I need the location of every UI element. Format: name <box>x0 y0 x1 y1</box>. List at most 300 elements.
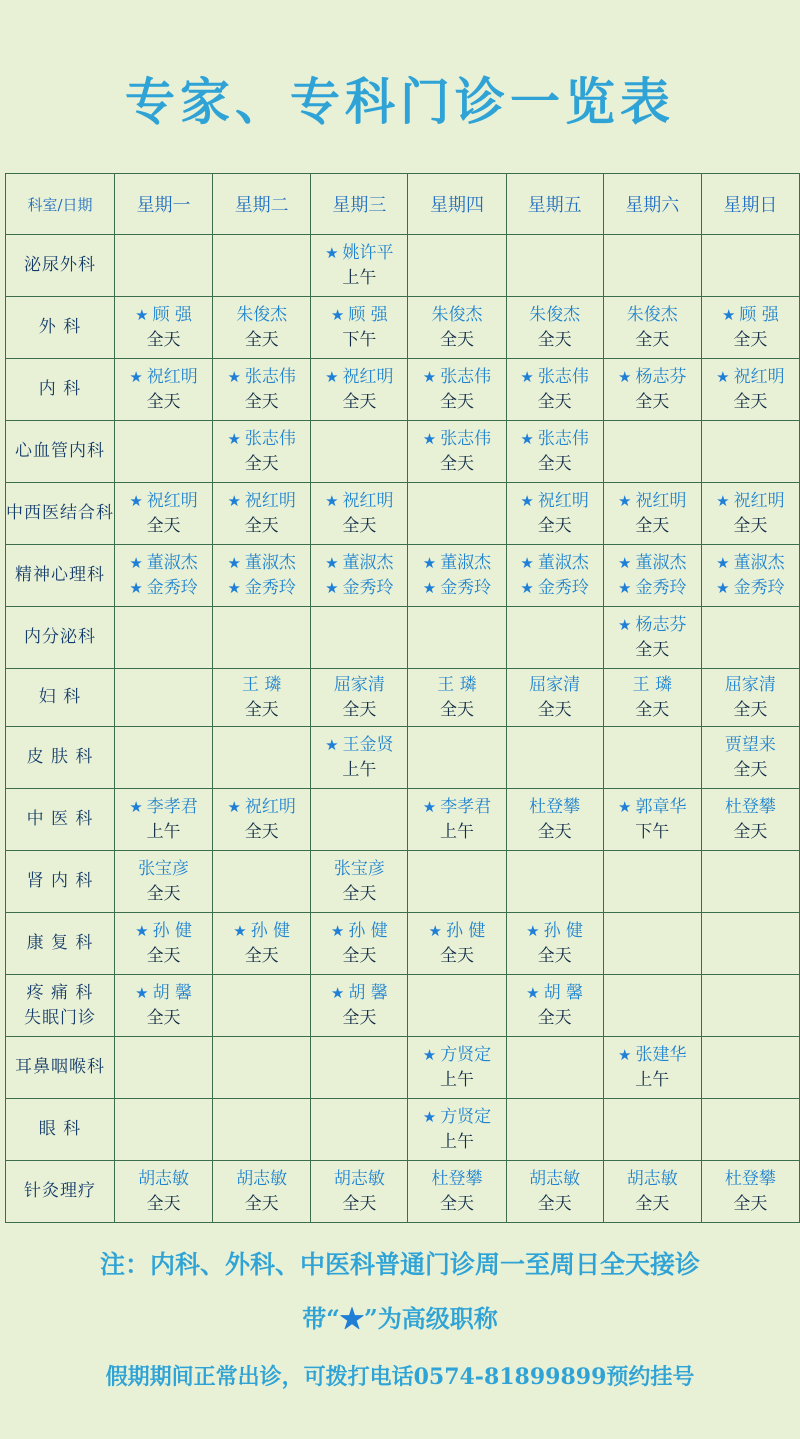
clinic-time: 全天 <box>733 391 768 412</box>
doctor-name: 孙 健 <box>152 920 192 941</box>
schedule-cell <box>603 297 701 359</box>
schedule-cell <box>311 421 408 483</box>
schedule-cell <box>311 1037 408 1099</box>
senior-title-star-icon: ★ <box>422 578 437 597</box>
clinic-time: 全天 <box>537 391 572 412</box>
day-header: 星期五 <box>506 174 603 235</box>
schedule-cell <box>311 669 408 727</box>
schedule-cell <box>115 727 213 789</box>
doctor-name-line <box>311 303 407 328</box>
clinic-time: 全天 <box>342 515 377 536</box>
clinic-time: 全天 <box>537 329 572 350</box>
clinic-time: 上午 <box>439 1131 474 1152</box>
doctor-name: 方贤定 <box>440 1106 492 1127</box>
schedule-cell <box>213 789 311 851</box>
doctor-name-line <box>702 733 799 758</box>
department-label: 泌尿外科 <box>24 255 96 275</box>
doctor-name: 董淑杰 <box>244 552 296 573</box>
senior-title-star-icon: ★ <box>227 429 241 448</box>
schedule-cell <box>603 1037 701 1099</box>
doctor-name: 朱俊杰 <box>431 304 483 325</box>
schedule-cell <box>115 607 213 669</box>
doctor-name-line <box>213 427 310 452</box>
schedule-cell <box>701 789 799 851</box>
doctor-name: 张志伟 <box>244 428 296 449</box>
schedule-row <box>6 913 800 975</box>
doctor-name-line <box>507 365 603 390</box>
schedule-cell <box>701 359 799 421</box>
doctor-name-line <box>702 365 799 390</box>
doctor-name: 顾 强 <box>152 304 192 325</box>
schedule-row <box>6 1099 800 1161</box>
doctor-name: 祝红明 <box>635 490 687 511</box>
doctor-name-line <box>115 365 212 390</box>
doctor-name: 胡志敏 <box>529 1168 581 1189</box>
schedule-cell <box>603 1099 701 1161</box>
doctor-name: 董淑杰 <box>440 552 492 573</box>
doctor-name-line <box>311 733 407 758</box>
department-name <box>6 727 115 789</box>
department-name <box>6 483 115 545</box>
doctor-name-line <box>702 576 799 601</box>
department-name <box>6 235 115 297</box>
clinic-time: 全天 <box>733 515 768 536</box>
senior-title-star-icon: ★ <box>618 797 632 816</box>
senior-title-star-icon: ★ <box>227 367 241 386</box>
header-row <box>6 174 800 235</box>
senior-title-star-icon: ★ <box>135 305 149 324</box>
note-star-legend <box>0 1299 800 1334</box>
clinic-time: 下午 <box>635 821 670 842</box>
department-label: 中西医结合科 <box>6 503 114 523</box>
doctor-name: 朱俊杰 <box>626 304 678 325</box>
note-star-prefix: 带“ <box>302 1304 340 1333</box>
clinic-time: 下午 <box>342 329 377 350</box>
senior-title-star-icon: ★ <box>422 1045 437 1064</box>
senior-title-star-icon: ★ <box>422 553 437 572</box>
schedule-cell <box>115 235 213 297</box>
schedule-cell <box>115 359 213 421</box>
senior-title-star-icon: ★ <box>618 491 632 510</box>
clinic-time: 全天 <box>244 515 279 536</box>
department-name <box>6 669 115 727</box>
senior-title-star-icon: ★ <box>233 921 247 940</box>
clinic-time: 全天 <box>146 945 181 966</box>
senior-title-star-icon: ★ <box>325 553 339 572</box>
clinic-time: 全天 <box>537 821 572 842</box>
clinic-time: 全天 <box>244 821 279 842</box>
doctor-name-line <box>311 576 407 601</box>
doctor-name-line <box>213 489 310 514</box>
schedule-cell <box>213 483 311 545</box>
clinic-time: 全天 <box>342 1193 377 1214</box>
clinic-time: 全天 <box>244 699 279 720</box>
senior-title-star-icon: ★ <box>716 578 730 597</box>
doctor-name: 贾望来 <box>724 734 776 755</box>
clinic-time: 全天 <box>342 883 377 904</box>
doctor-name-line <box>507 489 603 514</box>
schedule-cell <box>506 975 603 1037</box>
department-name <box>6 1037 115 1099</box>
doctor-name: 董淑杰 <box>635 552 687 573</box>
schedule-cell <box>701 421 799 483</box>
schedule-cell <box>311 297 408 359</box>
senior-title-star-icon: ★ <box>618 578 632 597</box>
schedule-cell <box>213 297 311 359</box>
schedule-cell <box>213 1161 311 1223</box>
schedule-row <box>6 669 800 727</box>
department-name <box>6 607 115 669</box>
doctor-name-line <box>115 303 212 328</box>
senior-title-star-icon: ★ <box>618 367 632 386</box>
schedule-cell <box>506 851 603 913</box>
senior-title-star-icon: ★ <box>428 921 442 940</box>
senior-title-star-icon: ★ <box>129 797 143 816</box>
doctor-name-line <box>213 1167 310 1192</box>
schedule-cell <box>506 1099 603 1161</box>
schedule-cell <box>408 789 506 851</box>
doctor-name: 胡志敏 <box>138 1168 190 1189</box>
schedule-cell <box>311 359 408 421</box>
schedule-cell <box>603 851 701 913</box>
doctor-name: 朱俊杰 <box>236 304 288 325</box>
schedule-cell <box>311 913 408 975</box>
clinic-time: 全天 <box>146 1193 181 1214</box>
doctor-name-line <box>115 857 212 882</box>
schedule-cell <box>506 607 603 669</box>
doctor-name-line <box>408 1043 505 1068</box>
senior-title-star-icon: ★ <box>129 491 143 510</box>
schedule-row <box>6 545 800 607</box>
doctor-name-line <box>115 1167 212 1192</box>
day-header: 星期日 <box>701 174 799 235</box>
department-name <box>6 789 115 851</box>
schedule-cell <box>701 607 799 669</box>
doctor-name: 顾 强 <box>348 304 388 325</box>
doctor-name-line <box>408 576 505 601</box>
doctor-name-line <box>408 551 505 576</box>
doctor-name: 杜登攀 <box>431 1168 483 1189</box>
doctor-name: 郭章华 <box>635 796 687 817</box>
clinic-time: 全天 <box>439 453 474 474</box>
doctor-name-line <box>311 981 407 1006</box>
schedule-cell <box>603 483 701 545</box>
schedule-cell <box>506 235 603 297</box>
schedule-cell <box>603 913 701 975</box>
doctor-name-line <box>604 795 701 820</box>
schedule-row <box>6 359 800 421</box>
doctor-name-line <box>311 365 407 390</box>
clinic-time: 上午 <box>635 1069 670 1090</box>
senior-title-star-icon: ★ <box>325 367 339 386</box>
schedule-row <box>6 975 800 1037</box>
doctor-name-line <box>507 795 603 820</box>
schedule-cell <box>701 913 799 975</box>
schedule-cell <box>311 727 408 789</box>
doctor-name: 董淑杰 <box>733 552 785 573</box>
doctor-name-line <box>507 551 603 576</box>
schedule-cell <box>311 1161 408 1223</box>
schedule-cell <box>506 669 603 727</box>
schedule-cell <box>408 975 506 1037</box>
clinic-time: 全天 <box>537 453 572 474</box>
clinic-time: 上午 <box>342 759 377 780</box>
senior-title-star-icon: ★ <box>135 983 149 1002</box>
doctor-name-line <box>604 673 701 698</box>
star-icon: ★ <box>340 1304 364 1333</box>
schedule-cell <box>213 421 311 483</box>
schedule-cell <box>701 1099 799 1161</box>
doctor-name-line <box>408 795 505 820</box>
senior-title-star-icon: ★ <box>227 578 241 597</box>
doctor-name: 屈家清 <box>333 674 385 695</box>
senior-title-star-icon: ★ <box>129 578 143 597</box>
schedule-row <box>6 607 800 669</box>
senior-title-star-icon: ★ <box>422 367 437 386</box>
note-general-clinic: 注：内科、外科、中医科普通门诊周一至周日全天接诊 <box>99 1250 700 1279</box>
senior-title-star-icon: ★ <box>325 491 339 510</box>
doctor-name-line <box>115 919 212 944</box>
senior-title-star-icon: ★ <box>520 367 534 386</box>
schedule-cell <box>311 483 408 545</box>
schedule-cell <box>408 607 506 669</box>
schedule-row <box>6 1161 800 1223</box>
doctor-name: 顾 强 <box>739 304 779 325</box>
doctor-name: 祝红明 <box>244 796 296 817</box>
doctor-name: 胡志敏 <box>333 1168 385 1189</box>
department-label: 心血管内科 <box>15 441 105 461</box>
schedule-cell <box>408 1161 506 1223</box>
schedule-cell <box>115 1037 213 1099</box>
schedule-cell <box>115 1099 213 1161</box>
clinic-time: 全天 <box>537 1007 572 1028</box>
senior-title-star-icon: ★ <box>422 1107 437 1126</box>
clinic-time: 全天 <box>439 391 474 412</box>
doctor-name-line <box>507 303 603 328</box>
schedule-cell <box>213 1099 311 1161</box>
schedule-cell <box>115 297 213 359</box>
senior-title-star-icon: ★ <box>325 243 339 262</box>
doctor-name-line <box>408 1105 505 1130</box>
doctor-name: 金秀玲 <box>342 577 394 598</box>
clinic-time: 全天 <box>537 945 572 966</box>
doctor-name-line <box>213 551 310 576</box>
clinic-time: 上午 <box>439 821 474 842</box>
clinic-time: 全天 <box>244 391 279 412</box>
clinic-time: 全天 <box>439 699 474 720</box>
clinic-time: 全天 <box>342 945 377 966</box>
corner-header: 科室/日期 <box>6 174 115 235</box>
doctor-name: 董淑杰 <box>537 552 589 573</box>
schedule-cell <box>408 297 506 359</box>
doctor-name: 李孝君 <box>146 796 198 817</box>
doctor-name-line <box>702 673 799 698</box>
schedule-cell <box>603 1161 701 1223</box>
doctor-name-line <box>213 673 310 698</box>
senior-title-star-icon: ★ <box>716 367 730 386</box>
senior-title-star-icon: ★ <box>325 735 339 754</box>
schedule-cell <box>701 545 799 607</box>
schedule-cell <box>115 789 213 851</box>
schedule-cell <box>603 789 701 851</box>
doctor-name: 王 璘 <box>241 674 282 695</box>
schedule-cell <box>115 669 213 727</box>
clinic-time: 全天 <box>733 329 768 350</box>
clinic-time: 全天 <box>537 699 572 720</box>
doctor-name: 金秀玲 <box>244 577 296 598</box>
schedule-cell <box>506 1037 603 1099</box>
doctor-name-line <box>604 1043 701 1068</box>
doctor-name-line <box>115 489 212 514</box>
doctor-name-line <box>311 857 407 882</box>
clinic-time: 全天 <box>439 1193 474 1214</box>
schedule-cell <box>506 913 603 975</box>
schedule-cell <box>506 789 603 851</box>
clinic-time: 全天 <box>146 329 181 350</box>
doctor-name-line <box>408 1167 505 1192</box>
doctor-name-line <box>408 673 505 698</box>
doctor-name: 胡 馨 <box>543 982 584 1003</box>
schedule-cell <box>506 545 603 607</box>
doctor-name-line <box>702 795 799 820</box>
schedule-cell <box>311 789 408 851</box>
schedule-cell <box>408 235 506 297</box>
doctor-name: 祝红明 <box>733 366 785 387</box>
doctor-name: 孙 健 <box>445 920 486 941</box>
day-header: 星期一 <box>115 174 213 235</box>
clinic-time: 全天 <box>244 329 279 350</box>
doctor-name-line <box>311 551 407 576</box>
doctor-name-line <box>213 795 310 820</box>
senior-title-star-icon: ★ <box>422 429 437 448</box>
schedule-cell <box>115 913 213 975</box>
day-header: 星期三 <box>311 174 408 235</box>
doctor-name-line <box>702 551 799 576</box>
clinic-time: 全天 <box>146 883 181 904</box>
doctor-name: 张志伟 <box>440 428 492 449</box>
doctor-name-line <box>507 673 603 698</box>
schedule-cell <box>115 421 213 483</box>
doctor-name-line <box>213 576 310 601</box>
department-name <box>6 545 115 607</box>
schedule-cell <box>115 483 213 545</box>
doctor-name: 孙 健 <box>348 920 388 941</box>
day-header: 星期六 <box>603 174 701 235</box>
department-label: 肾 内 科 <box>26 871 94 891</box>
schedule-row <box>6 483 800 545</box>
schedule-cell <box>213 851 311 913</box>
doctor-name-line <box>115 551 212 576</box>
doctor-name-line <box>507 919 603 944</box>
schedule-row <box>6 421 800 483</box>
schedule-cell <box>213 235 311 297</box>
senior-title-star-icon: ★ <box>618 615 632 634</box>
doctor-name: 屈家清 <box>724 674 776 695</box>
note-holiday-phone: 假期期间正常出诊，可拨打电话0574-81899899预约挂号 <box>105 1364 695 1390</box>
senior-title-star-icon: ★ <box>618 553 632 572</box>
doctor-name: 胡 馨 <box>348 982 388 1003</box>
doctor-name: 杜登攀 <box>724 796 776 817</box>
department-label: 妇 科 <box>38 687 82 707</box>
doctor-name: 张宝彦 <box>138 858 190 879</box>
clinic-time: 全天 <box>635 699 670 720</box>
note-star-suffix: ”为高级职称 <box>364 1304 498 1333</box>
schedule-cell <box>506 359 603 421</box>
schedule-cell <box>603 669 701 727</box>
senior-title-star-icon: ★ <box>520 553 534 572</box>
department-name <box>6 913 115 975</box>
schedule-cell <box>603 421 701 483</box>
clinic-time: 全天 <box>537 515 572 536</box>
department-label: 疼 痛 科 <box>26 982 94 1003</box>
schedule-cell <box>213 913 311 975</box>
schedule-cell <box>603 727 701 789</box>
doctor-name: 张建华 <box>635 1044 687 1065</box>
doctor-name: 金秀玲 <box>146 577 198 598</box>
schedule-cell <box>701 975 799 1037</box>
schedule-cell <box>408 1037 506 1099</box>
schedule-cell <box>311 1099 408 1161</box>
doctor-name: 祝红明 <box>146 366 198 387</box>
department-name <box>6 421 115 483</box>
day-header: 星期二 <box>213 174 311 235</box>
doctor-name-line <box>702 489 799 514</box>
clinic-schedule-table <box>5 173 800 1223</box>
department-label: 眼 科 <box>38 1119 82 1139</box>
page-title: 专家、专科门诊一览表 <box>125 73 675 131</box>
doctor-name-line <box>604 365 701 390</box>
doctor-name-line <box>408 427 505 452</box>
schedule-cell <box>506 727 603 789</box>
department-label: 中 医 科 <box>26 809 94 829</box>
schedule-cell <box>506 1161 603 1223</box>
doctor-name-line <box>604 1167 701 1192</box>
doctor-name: 孙 健 <box>543 920 584 941</box>
senior-title-star-icon: ★ <box>330 305 345 324</box>
clinic-time: 全天 <box>342 391 377 412</box>
clinic-time: 全天 <box>635 391 670 412</box>
doctor-name: 张志伟 <box>244 366 296 387</box>
schedule-cell <box>311 545 408 607</box>
senior-title-star-icon: ★ <box>227 797 241 816</box>
department-label: 外 科 <box>38 317 82 337</box>
schedule-cell <box>506 421 603 483</box>
department-name <box>6 297 115 359</box>
senior-title-star-icon: ★ <box>330 921 345 940</box>
doctor-name-line <box>115 981 212 1006</box>
doctor-name: 张志伟 <box>440 366 492 387</box>
senior-title-star-icon: ★ <box>135 921 149 940</box>
schedule-cell <box>213 545 311 607</box>
clinic-time: 全天 <box>342 1007 377 1028</box>
clinic-time: 全天 <box>733 699 768 720</box>
doctor-name: 金秀玲 <box>537 577 589 598</box>
schedule-row <box>6 1037 800 1099</box>
schedule-cell <box>115 1161 213 1223</box>
doctor-name: 祝红明 <box>244 490 296 511</box>
schedule-cell <box>506 297 603 359</box>
doctor-name-line <box>408 365 505 390</box>
senior-title-star-icon: ★ <box>422 797 437 816</box>
department-label: 内 科 <box>38 379 82 399</box>
clinic-time: 全天 <box>635 329 670 350</box>
department-label: 皮 肤 科 <box>26 747 94 767</box>
department-label: 针灸理疗 <box>24 1181 96 1201</box>
senior-title-star-icon: ★ <box>520 429 534 448</box>
doctor-name: 张宝彦 <box>333 858 385 879</box>
clinic-time: 全天 <box>733 1193 768 1214</box>
senior-title-star-icon: ★ <box>716 553 730 572</box>
